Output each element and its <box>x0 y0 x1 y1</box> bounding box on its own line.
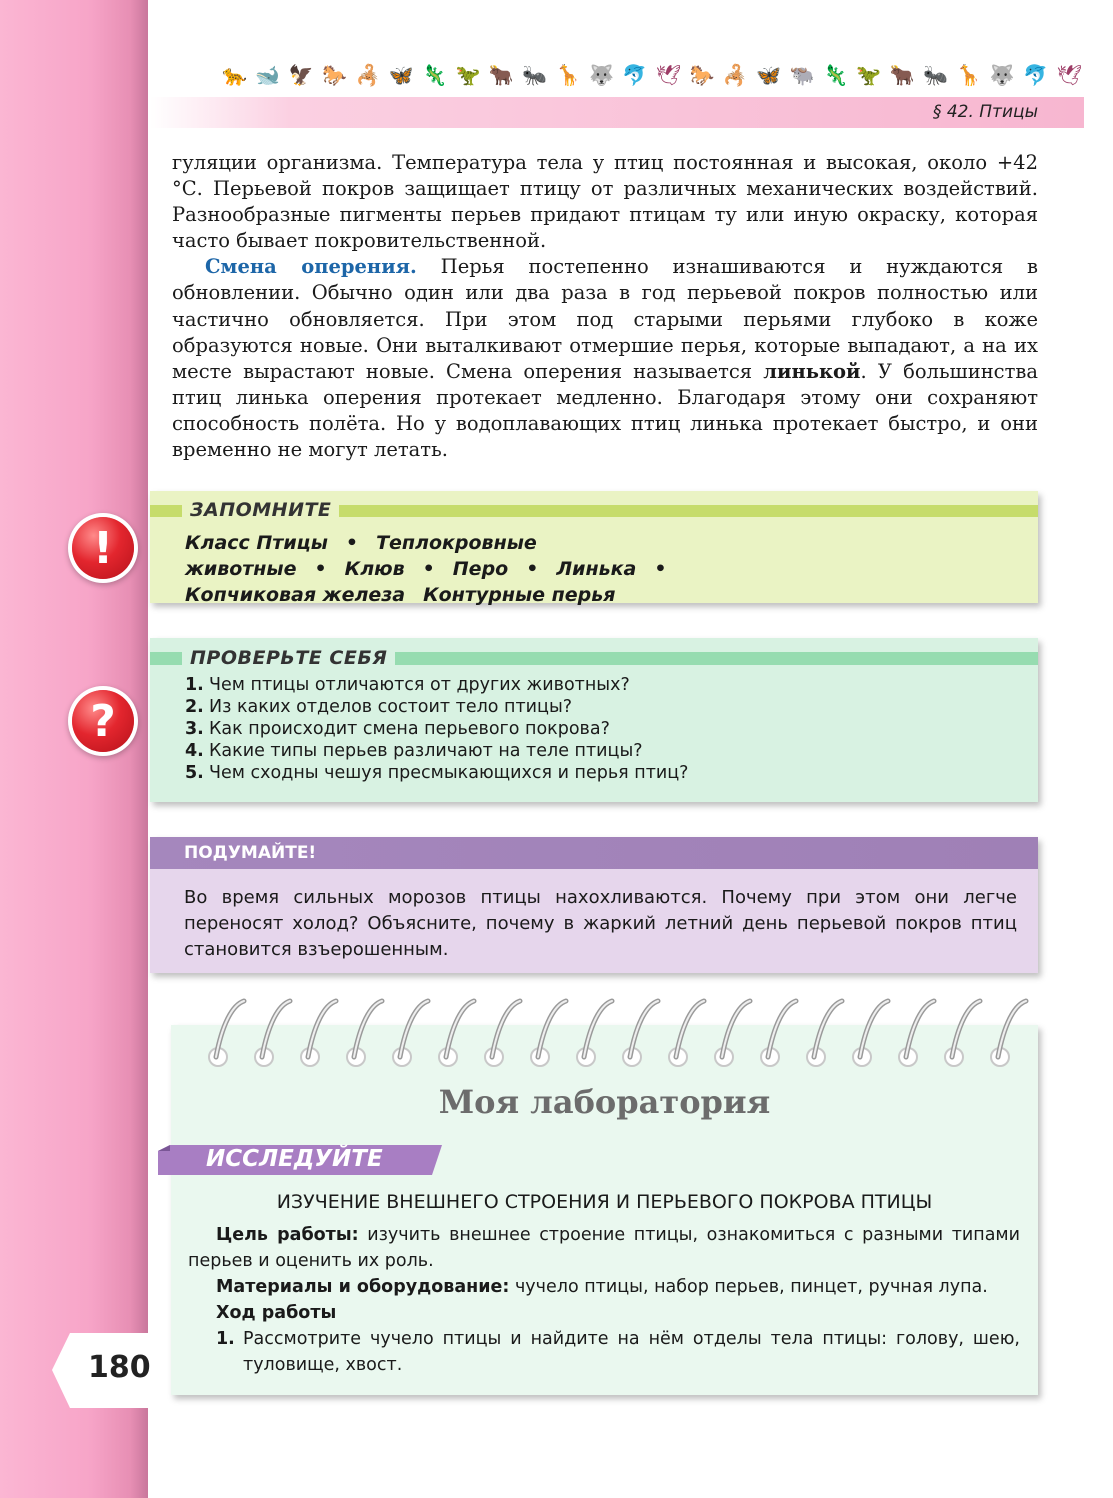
lab-title: Моя лаборатория <box>438 1083 771 1121</box>
body-text <box>172 150 1038 463</box>
question-item <box>185 674 688 696</box>
animal-silhouette-icon: 🦒 <box>956 63 982 87</box>
animal-silhouette-icon: 🦖 <box>455 63 481 87</box>
spiral-ring <box>669 1001 704 1066</box>
goal-label: Цель работы: <box>216 1225 359 1245</box>
remember-term: Контурные перья <box>423 584 616 606</box>
spiral-ring <box>485 1001 520 1066</box>
remember-term: Копчиковая железа <box>185 584 406 606</box>
spiral-ring <box>761 1001 796 1066</box>
paragraph-thermoregulation: гуляции организма. Температура тела у птиц постоянная и высокая, около +42 °С. Перьевой покров защищает птицу от различных механических воздействий. Разнообразные пигменты перьев придают птицам ту или иную окраску, которая часто бывает покровительственной. <box>172 151 1038 253</box>
lab-body <box>188 1222 1020 1378</box>
think-header <box>150 837 1038 869</box>
question-text: Чем птицы отличаются от других животных? <box>209 675 630 695</box>
animal-silhouette-icon: 🐬 <box>622 63 648 87</box>
remember-term: Клюв <box>344 558 405 580</box>
lab-heading: ИЗУЧЕНИЕ ВНЕШНЕГО СТРОЕНИЯ И ПЕРЬЕВОГО ПОКРОВА ПТИЦЫ <box>276 1191 933 1213</box>
animal-silhouette-icon: 🐜 <box>923 63 948 87</box>
question-item <box>185 696 688 718</box>
spiral-ring <box>899 1001 934 1066</box>
section-title: § 42. Птицы <box>932 102 1038 122</box>
animal-silhouette-icon: 🐋 <box>255 63 281 87</box>
think-text: Во время сильных морозов птицы нахохливаются. Почему при этом они легче переносят холод? Объясните, почему в жаркий летний день перьевой покров птиц становится взъерошенным. <box>184 887 1017 960</box>
materials-text: чучело птицы, набор перьев, пинцет, ручная лупа. <box>509 1277 988 1297</box>
animal-silhouette-icon: 🐺 <box>588 63 614 87</box>
think-box <box>150 837 1038 973</box>
spiral-ring <box>531 1001 566 1066</box>
spiral-ring <box>577 1001 612 1066</box>
animal-silhouette-icon: 🦂 <box>355 63 381 87</box>
term-separator: • <box>526 558 539 580</box>
term-separator: • <box>314 558 327 580</box>
question-number: 4. <box>185 741 204 761</box>
animal-silhouette-icon: 🕊 <box>655 63 682 87</box>
term-separator: • <box>422 558 435 580</box>
animal-silhouette-icon: 🐺 <box>989 63 1015 87</box>
spiral-ring <box>945 1001 980 1066</box>
question-item <box>185 740 688 762</box>
animal-silhouette-icon: 🦎 <box>822 63 848 87</box>
animal-silhouette-row <box>222 62 1082 88</box>
notebook-spiral <box>200 995 1030 1075</box>
term-molting: Смена оперения. <box>205 255 417 279</box>
think-heading: ПОДУМАЙТЕ! <box>184 843 317 863</box>
remember-box <box>150 491 1038 606</box>
section-header <box>150 97 1084 128</box>
page-number: 180 <box>88 1350 151 1385</box>
question-text: Как происходит смена перьевого покрова? <box>209 719 610 739</box>
term-separator: • <box>654 558 667 580</box>
term-linka: линькой <box>763 359 861 383</box>
animal-silhouette-icon: 🕊 <box>1056 63 1082 87</box>
term-separator: • <box>345 532 359 554</box>
procedure-paragraph <box>188 1300 1020 1326</box>
step-1 <box>188 1326 1020 1378</box>
animal-silhouette-icon: 🦂 <box>722 63 748 87</box>
spiral-ring <box>301 1001 336 1066</box>
spiral-ring <box>255 1001 290 1066</box>
question-text: Какие типы перьев различают на теле птицы? <box>209 741 643 761</box>
question-item <box>185 762 688 784</box>
animal-silhouette-icon: 🐃 <box>789 63 815 87</box>
spiral-ring <box>853 1001 888 1066</box>
question-list <box>185 674 688 784</box>
remember-heading: ЗАПОМНИТЕ <box>182 499 339 521</box>
paragraph-molting-text-1: Перья постепенно изнашиваются и нуждаются в обновлении. Обычно один или два раза в год перьевой покров полностью или частично обновляется. При этом под старыми перьями глубоко в коже образуются новые. Они выталкивают отмершие перья, которые выпадают, а на их месте вырастают новые. Смена оперения называется <box>172 255 1038 383</box>
exclamation-icon: ! <box>72 517 134 579</box>
spiral-ring <box>347 1001 382 1066</box>
side-strip <box>0 0 148 1498</box>
animal-silhouette-icon: 🐎 <box>689 63 715 87</box>
procedure-label: Ход работы <box>216 1303 337 1323</box>
check-heading: ПРОВЕРЬТЕ СЕБЯ <box>182 647 395 669</box>
animal-silhouette-icon: 🦒 <box>555 63 581 87</box>
step-text: Рассмотрите чучело птицы и найдите на нём отделы тела птицы: голову, шею, туловище, хвост. <box>243 1329 1020 1375</box>
check-yourself-box <box>150 638 1038 802</box>
question-number: 5. <box>185 763 204 783</box>
spiral-ring <box>991 1001 1026 1066</box>
goal-text: изучить внешнее строение птицы, ознакомиться с разными типами перьев и оценить их роль. <box>188 1225 1020 1271</box>
animal-silhouette-icon: 🐜 <box>522 63 548 87</box>
question-text: Чем сходны чешуя пресмыкающихся и перья птиц? <box>209 763 689 783</box>
animal-silhouette-icon: 🐬 <box>1023 63 1049 87</box>
question-text: Из каких отделов состоит тело птицы? <box>209 697 573 717</box>
step-number: 1. <box>216 1329 235 1349</box>
spiral-ring <box>439 1001 474 1066</box>
paragraph-molting-text-2: . У большинства птиц линька оперения протекает медленно. Благодаря этому они сохраняют способность полёта. Но у водоплавающих птиц линька протекает быстро, и они временно не могут летать. <box>172 359 1038 462</box>
question-item <box>185 718 688 740</box>
spiral-ring <box>209 1001 244 1066</box>
remember-term: Теплокровные животные <box>185 532 537 580</box>
animal-silhouette-icon: 🦖 <box>856 63 882 87</box>
spiral-ring <box>623 1001 658 1066</box>
spiral-ring <box>393 1001 428 1066</box>
animal-silhouette-icon: 🐆 <box>222 63 247 87</box>
question-icon: ? <box>72 690 134 752</box>
goal-paragraph <box>188 1222 1020 1274</box>
spiral-ring <box>807 1001 842 1066</box>
question-number: 2. <box>185 697 204 717</box>
investigate-badge <box>158 1145 442 1175</box>
paragraph-molting <box>172 254 1038 463</box>
remember-term: Перо <box>452 558 509 580</box>
question-number: 1. <box>185 675 204 695</box>
page-number-tab <box>52 1333 151 1408</box>
question-number: 3. <box>185 719 204 739</box>
animal-silhouette-icon: 🐎 <box>322 63 347 87</box>
materials-paragraph <box>188 1274 1020 1300</box>
animal-silhouette-icon: 🦅 <box>288 63 314 87</box>
remember-terms <box>185 530 1025 608</box>
animal-silhouette-icon: 🐂 <box>889 63 915 87</box>
spiral-ring <box>715 1001 750 1066</box>
remember-term: Линька <box>556 558 637 580</box>
remember-term: Класс Птицы <box>185 532 328 554</box>
animal-silhouette-icon: 🦋 <box>756 63 782 87</box>
animal-silhouette-icon: 🐂 <box>488 63 514 87</box>
animal-silhouette-icon: 🦎 <box>422 63 448 87</box>
animal-silhouette-icon: 🦋 <box>388 63 414 87</box>
materials-label: Материалы и оборудование: <box>216 1277 510 1297</box>
investigate-label: ИССЛЕДУЙТЕ <box>206 1146 383 1172</box>
